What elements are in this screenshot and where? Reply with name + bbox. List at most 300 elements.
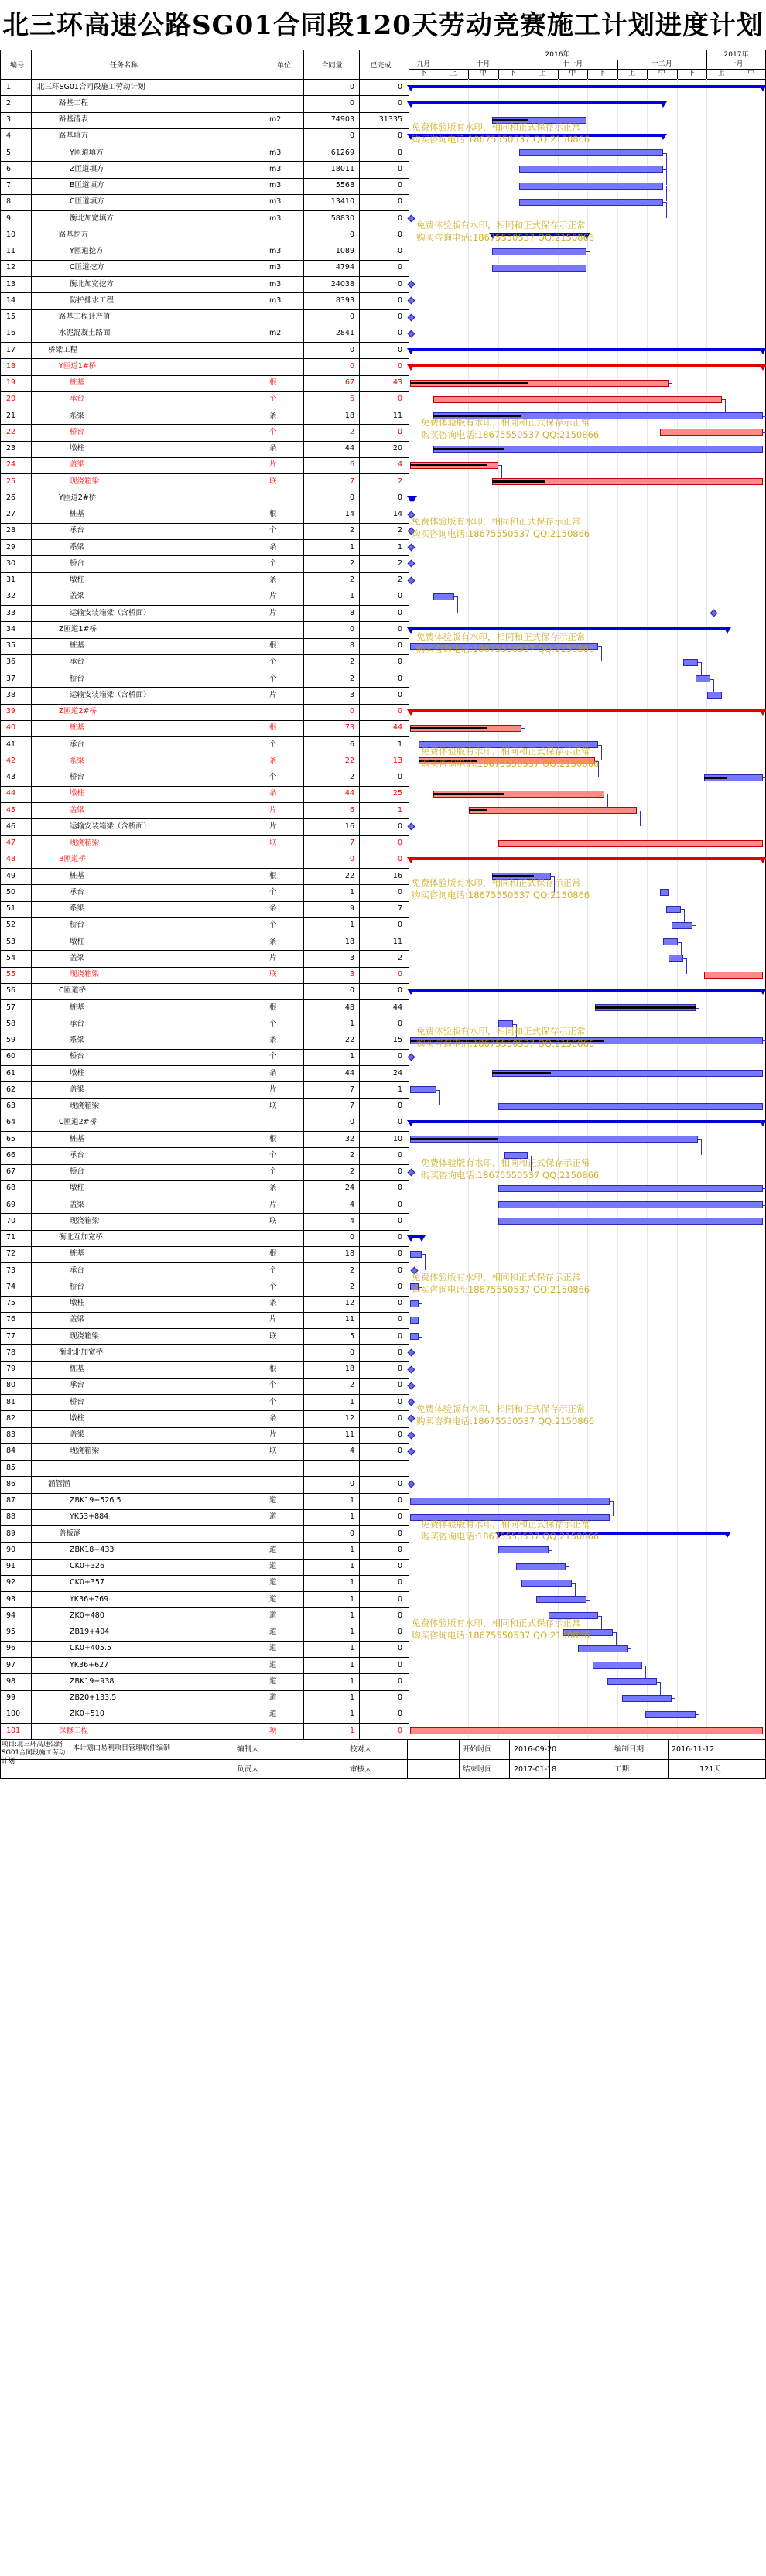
- task-done: 0: [397, 1413, 402, 1423]
- task-unit: m3: [269, 263, 282, 272]
- summary-cap-start: [495, 1532, 503, 1538]
- task-bar: [410, 1300, 419, 1307]
- row-id: 64: [6, 1118, 16, 1127]
- task-unit: 个: [269, 1052, 277, 1061]
- row-id: 23: [6, 444, 16, 453]
- task-name: 盖梁: [70, 953, 85, 962]
- task-qty: 48: [344, 1003, 354, 1012]
- task-qty: 4794: [335, 263, 354, 272]
- task-done: 24: [392, 1068, 402, 1078]
- task-unit: 条: [269, 1068, 277, 1078]
- summary-bar: [410, 348, 763, 351]
- task-done: 25: [392, 789, 402, 798]
- task-name: 路基工程计产值: [59, 313, 111, 321]
- task-name: 桩基: [70, 1003, 85, 1012]
- task-name: 运输安装箱梁（含桥面）: [70, 822, 151, 831]
- row-id: 88: [6, 1512, 16, 1522]
- task-done: 0: [397, 1676, 402, 1686]
- task-bar: [607, 1678, 658, 1685]
- task-name: 路基清表: [59, 115, 89, 124]
- dependency-link: [598, 745, 602, 760]
- task-bar: [433, 593, 454, 600]
- task-done: 43: [392, 378, 402, 387]
- task-qty: 73: [344, 723, 354, 733]
- dependency-link: [637, 811, 641, 826]
- month-label: 十二月: [651, 60, 672, 68]
- row-id: 73: [6, 1266, 16, 1275]
- task-qty: 2: [349, 559, 354, 568]
- task-name: C匝道桥: [59, 986, 87, 996]
- dependency-link: [419, 1320, 422, 1335]
- task-done: 15: [392, 1036, 402, 1044]
- row-id: 8: [6, 197, 12, 207]
- task-done: 0: [397, 263, 402, 272]
- task-qty: 0: [349, 230, 354, 239]
- row-id: 9: [6, 214, 12, 223]
- task-done: 0: [397, 887, 402, 897]
- task-unit: 片: [269, 953, 277, 962]
- task-done: 0: [397, 1447, 402, 1456]
- task-qty: 2: [349, 773, 354, 781]
- task-name: 墩柱: [70, 444, 85, 453]
- row-id: 48: [6, 855, 16, 864]
- row-id: 21: [6, 411, 16, 420]
- task-done: 0: [397, 1496, 402, 1505]
- progress-bar: [410, 1040, 604, 1042]
- watermark-text: 购买咨询电话:18675550537 QQ:2150866: [412, 890, 590, 901]
- task-name: ZK0+510: [70, 1710, 104, 1719]
- gantt-sheet: [0, 50, 766, 2576]
- task-qty: 0: [349, 986, 354, 996]
- task-bar: [663, 938, 678, 945]
- task-done: 2: [397, 477, 402, 486]
- watermark-text: 购买咨询电话:18675550537 QQ:2150866: [416, 1037, 595, 1049]
- summary-cap-end: [409, 496, 417, 502]
- row-id: 31: [6, 576, 16, 584]
- row-id: 11: [6, 247, 16, 255]
- row-id: 2: [6, 98, 12, 108]
- task-name: 桩基: [70, 1134, 85, 1143]
- task-name: ZB20+133.5: [70, 1693, 117, 1702]
- watermark-text: 免费体验版有水印，相同和正式保存示正常: [412, 1617, 581, 1628]
- row-id: 41: [6, 740, 16, 749]
- row-id: 53: [6, 937, 16, 946]
- task-done: 0: [397, 1430, 402, 1439]
- task-name: Y匝道填方: [70, 148, 104, 157]
- task-done: 0: [397, 707, 402, 716]
- task-done: 0: [397, 1562, 402, 1570]
- summary-bar: [492, 233, 586, 236]
- task-bar: [410, 1333, 419, 1340]
- row-id: 95: [6, 1628, 16, 1636]
- task-bar: [498, 1201, 763, 1208]
- row-id: 7: [6, 181, 12, 190]
- task-name: YK36+769: [70, 1594, 109, 1604]
- task-name: YK53+884: [70, 1512, 109, 1522]
- task-name: 系梁: [70, 756, 85, 765]
- task-done: 0: [397, 1019, 402, 1028]
- task-name: 桩基: [70, 1365, 85, 1373]
- watermark-text: 购买咨询电话:18675550537 QQ:2150866: [412, 1284, 590, 1296]
- summary-cap-end: [759, 1120, 766, 1126]
- task-name: 桥台: [70, 1167, 85, 1176]
- task-bar: [410, 1317, 419, 1324]
- milestone-diamond: [710, 610, 718, 617]
- task-done: 7: [397, 904, 402, 913]
- progress-bar: [595, 1006, 695, 1009]
- summary-cap-end: [759, 348, 766, 354]
- task-done: 0: [397, 658, 402, 667]
- task-unit: 片: [269, 592, 277, 601]
- task-unit: 条: [269, 756, 277, 765]
- task-name: 涵管涵: [48, 1479, 70, 1488]
- summary-cap-start: [407, 85, 415, 91]
- row-id: 77: [6, 1331, 16, 1341]
- row-id: 84: [6, 1447, 16, 1456]
- row-id: 40: [6, 723, 16, 733]
- watermark-text: 购买咨询电话:18675550537 QQ:2150866: [412, 133, 590, 145]
- task-done: 0: [397, 1726, 402, 1735]
- task-name: 墩柱: [70, 937, 85, 946]
- task-qty: 44: [344, 1068, 354, 1078]
- row-id: 57: [6, 1003, 16, 1012]
- task-done: 20: [392, 444, 402, 453]
- task-done: 0: [397, 361, 402, 371]
- task-unit: 个: [269, 1266, 277, 1275]
- task-qty: 0: [349, 707, 354, 716]
- summary-bar: [498, 1532, 727, 1535]
- progress-bar: [492, 1072, 551, 1074]
- task-unit: [269, 1344, 303, 1361]
- task-done: 0: [397, 674, 402, 683]
- progress-bar: [469, 809, 487, 811]
- task-done: 1: [397, 805, 402, 815]
- row-id: 33: [6, 608, 16, 617]
- period-label: 上: [450, 70, 457, 77]
- task-unit: 个: [269, 1381, 277, 1390]
- task-qty: 0: [349, 98, 354, 108]
- task-qty: 22: [344, 1036, 354, 1044]
- watermark-text: 免费体验版有水印，相同和正式保存示正常: [416, 1025, 586, 1037]
- task-qty: 0: [349, 1529, 354, 1538]
- task-qty: 4: [349, 1216, 354, 1225]
- dependency-link: [663, 186, 667, 201]
- summary-bar: [410, 989, 763, 992]
- task-done: 0: [397, 164, 402, 173]
- task-name: 盖梁: [70, 592, 85, 601]
- dependency-link: [528, 1156, 532, 1171]
- period-label: 上: [628, 70, 636, 77]
- task-qty: 16: [344, 822, 354, 831]
- row-id: 54: [6, 953, 16, 962]
- task-name: 盖梁: [70, 1085, 85, 1094]
- row-id: 65: [6, 1134, 16, 1143]
- task-done: 0: [397, 624, 402, 634]
- row-id: 19: [6, 378, 16, 387]
- task-qty: 2: [349, 576, 354, 584]
- task-qty: 44: [344, 444, 354, 453]
- task-unit: 根: [269, 1365, 277, 1373]
- task-done: 0: [397, 148, 402, 157]
- dependency-link: [763, 416, 766, 432]
- row-id: 99: [6, 1693, 16, 1702]
- task-qty: 0: [349, 82, 354, 91]
- task-qty: 1089: [335, 247, 354, 255]
- footer-start-value: 2016-09-20: [514, 1745, 557, 1754]
- task-done: 0: [397, 1365, 402, 1373]
- row-id: 12: [6, 263, 16, 272]
- row-id: 51: [6, 904, 16, 913]
- task-unit: 道: [269, 1512, 277, 1522]
- row-id: 20: [6, 395, 16, 404]
- row-id: 76: [6, 1315, 16, 1324]
- task-name: Y匝道挖方: [70, 247, 104, 255]
- task-done: 0: [397, 230, 402, 239]
- watermark-text: 免费体验版有水印，相同和正式保存示正常: [416, 1403, 586, 1415]
- footer-project: 项目:北三环高速公路SG01合同段施工劳动计划: [2, 1741, 66, 1766]
- task-done: 0: [397, 1249, 402, 1259]
- row-id: 96: [6, 1644, 16, 1653]
- task-unit: 个: [269, 559, 277, 568]
- task-unit: 条: [269, 444, 277, 453]
- task-qty: 74903: [330, 115, 354, 124]
- row-id: 58: [6, 1019, 16, 1028]
- row-id: 36: [6, 658, 16, 667]
- task-unit: m3: [269, 181, 282, 190]
- task-done: 0: [397, 1216, 402, 1225]
- task-bar: [672, 922, 692, 929]
- col-header-unit: 单位: [276, 62, 291, 70]
- row-id: 62: [6, 1085, 16, 1094]
- task-unit: 条: [269, 789, 277, 798]
- row-id: 46: [6, 822, 16, 831]
- task-name: 承台: [70, 1019, 85, 1028]
- dependency-link: [763, 1188, 766, 1204]
- row-id: 101: [6, 1726, 21, 1735]
- task-bar: [696, 675, 710, 682]
- task-name: 承台: [70, 887, 85, 897]
- task-unit: 片: [269, 805, 277, 815]
- task-done: 31335: [378, 115, 402, 124]
- task-unit: 道: [269, 1545, 277, 1554]
- task-unit: [269, 95, 303, 112]
- footer-responsible: 负责人: [237, 1765, 259, 1775]
- footer-end-value: 2017-01-18: [514, 1765, 557, 1775]
- task-name: 运输安装箱梁（含桥面）: [70, 608, 151, 617]
- task-qty: 9: [349, 904, 354, 913]
- footer-reviewed-by: 校对人: [350, 1745, 372, 1754]
- summary-cap-end: [659, 101, 667, 108]
- watermark-text: 免费体验版有水印，相同和正式保存示正常: [412, 1272, 581, 1283]
- task-qty: 12: [344, 1299, 354, 1307]
- task-unit: 联: [269, 970, 277, 979]
- row-id: 52: [6, 921, 16, 930]
- task-unit: m2: [269, 329, 282, 338]
- task-name: 盖梁: [70, 1430, 85, 1439]
- task-bar: [498, 1218, 763, 1225]
- task-bar: [536, 1596, 586, 1603]
- task-unit: 片: [269, 1085, 277, 1094]
- task-unit: 道: [269, 1562, 277, 1570]
- task-done: 1: [397, 740, 402, 749]
- task-unit: 道: [269, 1710, 277, 1719]
- task-unit: m3: [269, 164, 282, 173]
- task-name: 桥台: [70, 427, 85, 436]
- dependency-link: [610, 1501, 614, 1516]
- row-id: 13: [6, 279, 16, 289]
- task-unit: 片: [269, 1315, 277, 1324]
- task-unit: 片: [269, 1200, 277, 1209]
- page-title: 北三环高速公路SG01合同段120天劳动竞赛施工计划进度计划: [2, 10, 764, 41]
- row-id: 45: [6, 805, 16, 815]
- row-id: 69: [6, 1200, 16, 1209]
- task-name: 桥台: [70, 921, 85, 930]
- row-id: 74: [6, 1282, 16, 1291]
- row-id: 44: [6, 789, 16, 798]
- task-name: 墩柱: [70, 1413, 85, 1423]
- task-unit: [269, 1525, 303, 1543]
- period-guide: [558, 79, 559, 1739]
- task-done: 0: [397, 839, 402, 847]
- task-unit: 个: [269, 427, 277, 436]
- month-label: 九月: [416, 60, 431, 68]
- task-bar: [519, 166, 663, 173]
- footer-prepared-by: 编制人: [237, 1745, 259, 1754]
- task-qty: 1: [349, 1512, 354, 1522]
- task-done: 0: [397, 1545, 402, 1554]
- task-done: 2: [397, 559, 402, 568]
- task-name: 墩柱: [70, 576, 85, 584]
- task-name: B匝道桥: [59, 855, 87, 864]
- period-divider: [587, 69, 588, 79]
- task-done: 0: [397, 1184, 402, 1193]
- row-id: 15: [6, 313, 16, 321]
- task-name: 盖梁: [70, 1315, 85, 1324]
- summary-bar: [410, 709, 763, 712]
- task-name: Z匝道填方: [70, 164, 104, 173]
- task-done: 2: [397, 526, 402, 535]
- task-done: 0: [397, 296, 402, 305]
- task-bar: [498, 1546, 549, 1553]
- task-done: 0: [397, 1150, 402, 1160]
- watermark-text: 免费体验版有水印，相同和正式保存示正常: [416, 630, 586, 642]
- task-qty: 6: [349, 460, 354, 470]
- footer-end-label: 结束时间: [463, 1765, 493, 1775]
- task-unit: 道: [269, 1676, 277, 1686]
- period-label: 上: [717, 70, 725, 77]
- footer-date-value: 2016-11-12: [672, 1745, 715, 1754]
- summary-cap-start: [489, 233, 497, 239]
- row-id: 32: [6, 592, 16, 601]
- task-done: 0: [397, 132, 402, 141]
- task-unit: 个: [269, 887, 277, 897]
- row-id: 27: [6, 510, 16, 518]
- task-name: C匝道2#桥: [59, 1118, 97, 1127]
- task-done: [359, 1460, 407, 1477]
- task-qty: 7: [349, 839, 354, 847]
- dependency-link: [692, 925, 696, 941]
- progress-bar: [492, 480, 545, 483]
- task-done: 0: [397, 1611, 402, 1620]
- task-unit: 个: [269, 395, 277, 404]
- row-id: 85: [6, 1463, 16, 1472]
- task-done: 0: [397, 98, 402, 108]
- watermark-text: 免费体验版有水印，相同和正式保存示正常: [421, 746, 590, 757]
- task-unit: 条: [269, 411, 277, 420]
- task-qty: 24: [344, 1184, 354, 1193]
- task-unit: [269, 490, 303, 507]
- task-name: Z匝道2#桥: [59, 707, 97, 716]
- summary-bar: [410, 857, 763, 860]
- row-id: 50: [6, 887, 16, 897]
- task-qty: 8: [349, 641, 354, 650]
- month-label: 一月: [729, 60, 744, 68]
- dependency-link: [419, 1287, 422, 1303]
- row-id: 67: [6, 1167, 16, 1176]
- row-id: 98: [6, 1676, 16, 1686]
- task-name: 桥台: [70, 1397, 85, 1406]
- summary-cap-end: [418, 1235, 426, 1242]
- row-id: 30: [6, 559, 16, 568]
- footer-column-divider: [407, 1739, 408, 1779]
- task-unit: m3: [269, 197, 282, 207]
- row-id: 29: [6, 542, 16, 552]
- period-divider: [468, 69, 469, 79]
- task-done: 11: [392, 411, 402, 420]
- task-done: 0: [397, 608, 402, 617]
- task-bar: [563, 1629, 614, 1636]
- task-name: 衡北加宽填方: [70, 214, 115, 223]
- dependency-link: [663, 153, 667, 169]
- task-qty: 7: [349, 1085, 354, 1094]
- task-name: 现浇箱梁: [70, 1447, 100, 1456]
- task-done: 44: [392, 1003, 402, 1012]
- task-done: 0: [397, 1644, 402, 1653]
- task-qty: 1: [349, 592, 354, 601]
- month-label: 十一月: [562, 60, 583, 68]
- task-unit: [269, 309, 303, 326]
- task-qty: [303, 1460, 359, 1477]
- task-done: 0: [397, 329, 402, 338]
- task-done: 0: [397, 1529, 402, 1538]
- dependency-link: [763, 449, 766, 464]
- dependency-link: [663, 202, 667, 217]
- task-name: [70, 1460, 265, 1477]
- watermark-text: 购买咨询电话:18675550537 QQ:2150866: [412, 1629, 590, 1641]
- task-qty: 3: [349, 690, 354, 699]
- task-bar: [683, 659, 698, 666]
- task-qty: 2: [349, 658, 354, 667]
- task-done: 0: [397, 1299, 402, 1307]
- task-name: 承台: [70, 658, 85, 667]
- task-name: CK0+326: [70, 1562, 104, 1570]
- summary-cap-end: [723, 627, 731, 634]
- task-bar: [498, 1185, 763, 1192]
- row-id: 18: [6, 361, 16, 371]
- summary-bar: [410, 101, 663, 104]
- progress-bar: [433, 793, 504, 795]
- task-done: 0: [397, 279, 402, 289]
- task-bar: [660, 889, 669, 896]
- task-unit: 根: [269, 510, 277, 518]
- task-name: 系梁: [70, 904, 85, 913]
- task-done: 44: [392, 723, 402, 733]
- task-unit: 根: [269, 378, 277, 387]
- summary-cap-end: [759, 364, 766, 371]
- summary-cap-end: [583, 233, 590, 239]
- footer-column-divider: [459, 1739, 460, 1779]
- summary-cap-end: [759, 709, 766, 716]
